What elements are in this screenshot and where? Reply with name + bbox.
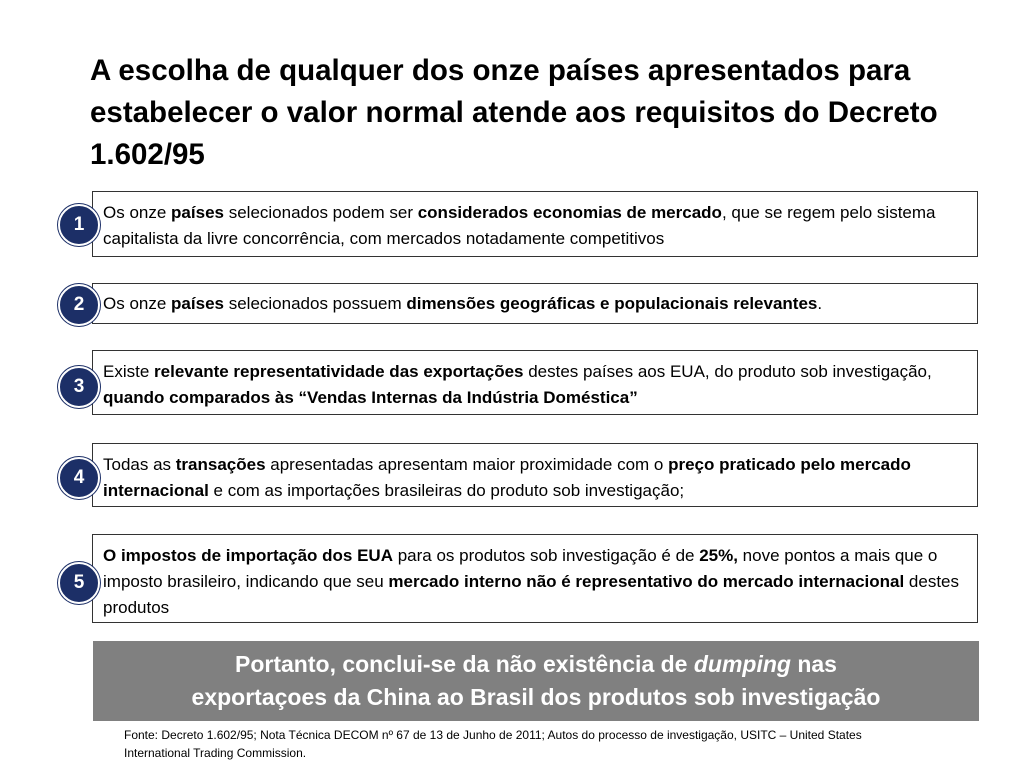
item-1-s1: países	[171, 203, 224, 222]
item-2-s0: Os onze	[103, 294, 172, 313]
conclusion-banner	[93, 641, 979, 721]
item-5-number-badge: 5	[58, 562, 100, 604]
item-box-1	[92, 191, 978, 257]
item-3-s1: relevante representatividade das exportações	[154, 362, 524, 381]
item-5-s1: para os produtos sob investigação é de	[393, 546, 700, 565]
item-5-s0: O impostos de importação dos EUA	[103, 546, 393, 565]
conclusion-line-2: exportaçoes da China ao Brasil dos produtos sob investigação	[191, 684, 881, 710]
conclusion-line-1-start: Portanto, conclui-se da não existência de	[235, 651, 694, 677]
item-1-number-badge: 1	[58, 204, 100, 246]
item-4-s0: Todas as	[103, 455, 176, 474]
source-footnote: Fonte: Decreto 1.602/95; Nota Técnica DECOM nº 67 de 13 de Junho de 2011; Autos do processo de investigação, USITC – United States International Trading Commission.	[124, 728, 862, 760]
item-2-s2: selecionados possuem	[223, 294, 407, 313]
item-2-s1: países	[171, 294, 224, 313]
item-box-3	[92, 350, 978, 415]
item-box-4	[92, 443, 978, 507]
item-3-number-badge: 3	[58, 366, 100, 408]
item-3-s3: quando comparados às “Vendas Internas da Indústria Doméstica”	[103, 388, 638, 407]
conclusion-line-1-end: nas	[790, 651, 837, 677]
item-box-2	[92, 283, 978, 324]
item-4-s3: preço praticado pelo mercado internacional	[103, 455, 911, 500]
item-5-s2: 25%,	[699, 546, 738, 565]
item-4-s1: transações	[175, 455, 266, 474]
item-5-s3: nove pontos a mais que o imposto brasileiro, indicando que seu	[103, 546, 938, 591]
item-3-s2: destes países aos EUA, do produto sob investigação,	[523, 362, 932, 381]
item-2-s4: .	[817, 294, 823, 313]
item-1-s4: , que se regem pelo sistema capitalista da livre concorrência, com mercados notadamente competitivos	[103, 203, 936, 248]
item-4-s4: e com as importações brasileiras do produto sob investigação;	[208, 481, 685, 500]
item-box-5	[92, 534, 978, 623]
conclusion-line-1	[93, 648, 979, 681]
item-4-s2: apresentadas apresentam maior proximidade com o	[265, 455, 669, 474]
item-2-number-badge: 2	[58, 284, 100, 326]
item-5-s5: destes produtos	[103, 572, 960, 617]
item-1-s0: Os onze	[103, 203, 172, 222]
item-4-number-badge: 4	[58, 457, 100, 499]
item-3-s0: Existe	[103, 362, 155, 381]
item-1-s2: selecionados podem ser	[223, 203, 418, 222]
item-5-s4: mercado interno não é representativo do mercado internacional	[388, 572, 905, 591]
slide-title: A escolha de qualquer dos onze países apresentados para estabelecer o valor normal atende aos requisitos do Decreto 1.602/95	[90, 54, 938, 171]
item-2-s3: dimensões geográficas e populacionais relevantes	[406, 294, 818, 313]
conclusion-italic-term: dumping	[693, 651, 791, 677]
item-1-s3: considerados economias de mercado	[417, 203, 722, 222]
